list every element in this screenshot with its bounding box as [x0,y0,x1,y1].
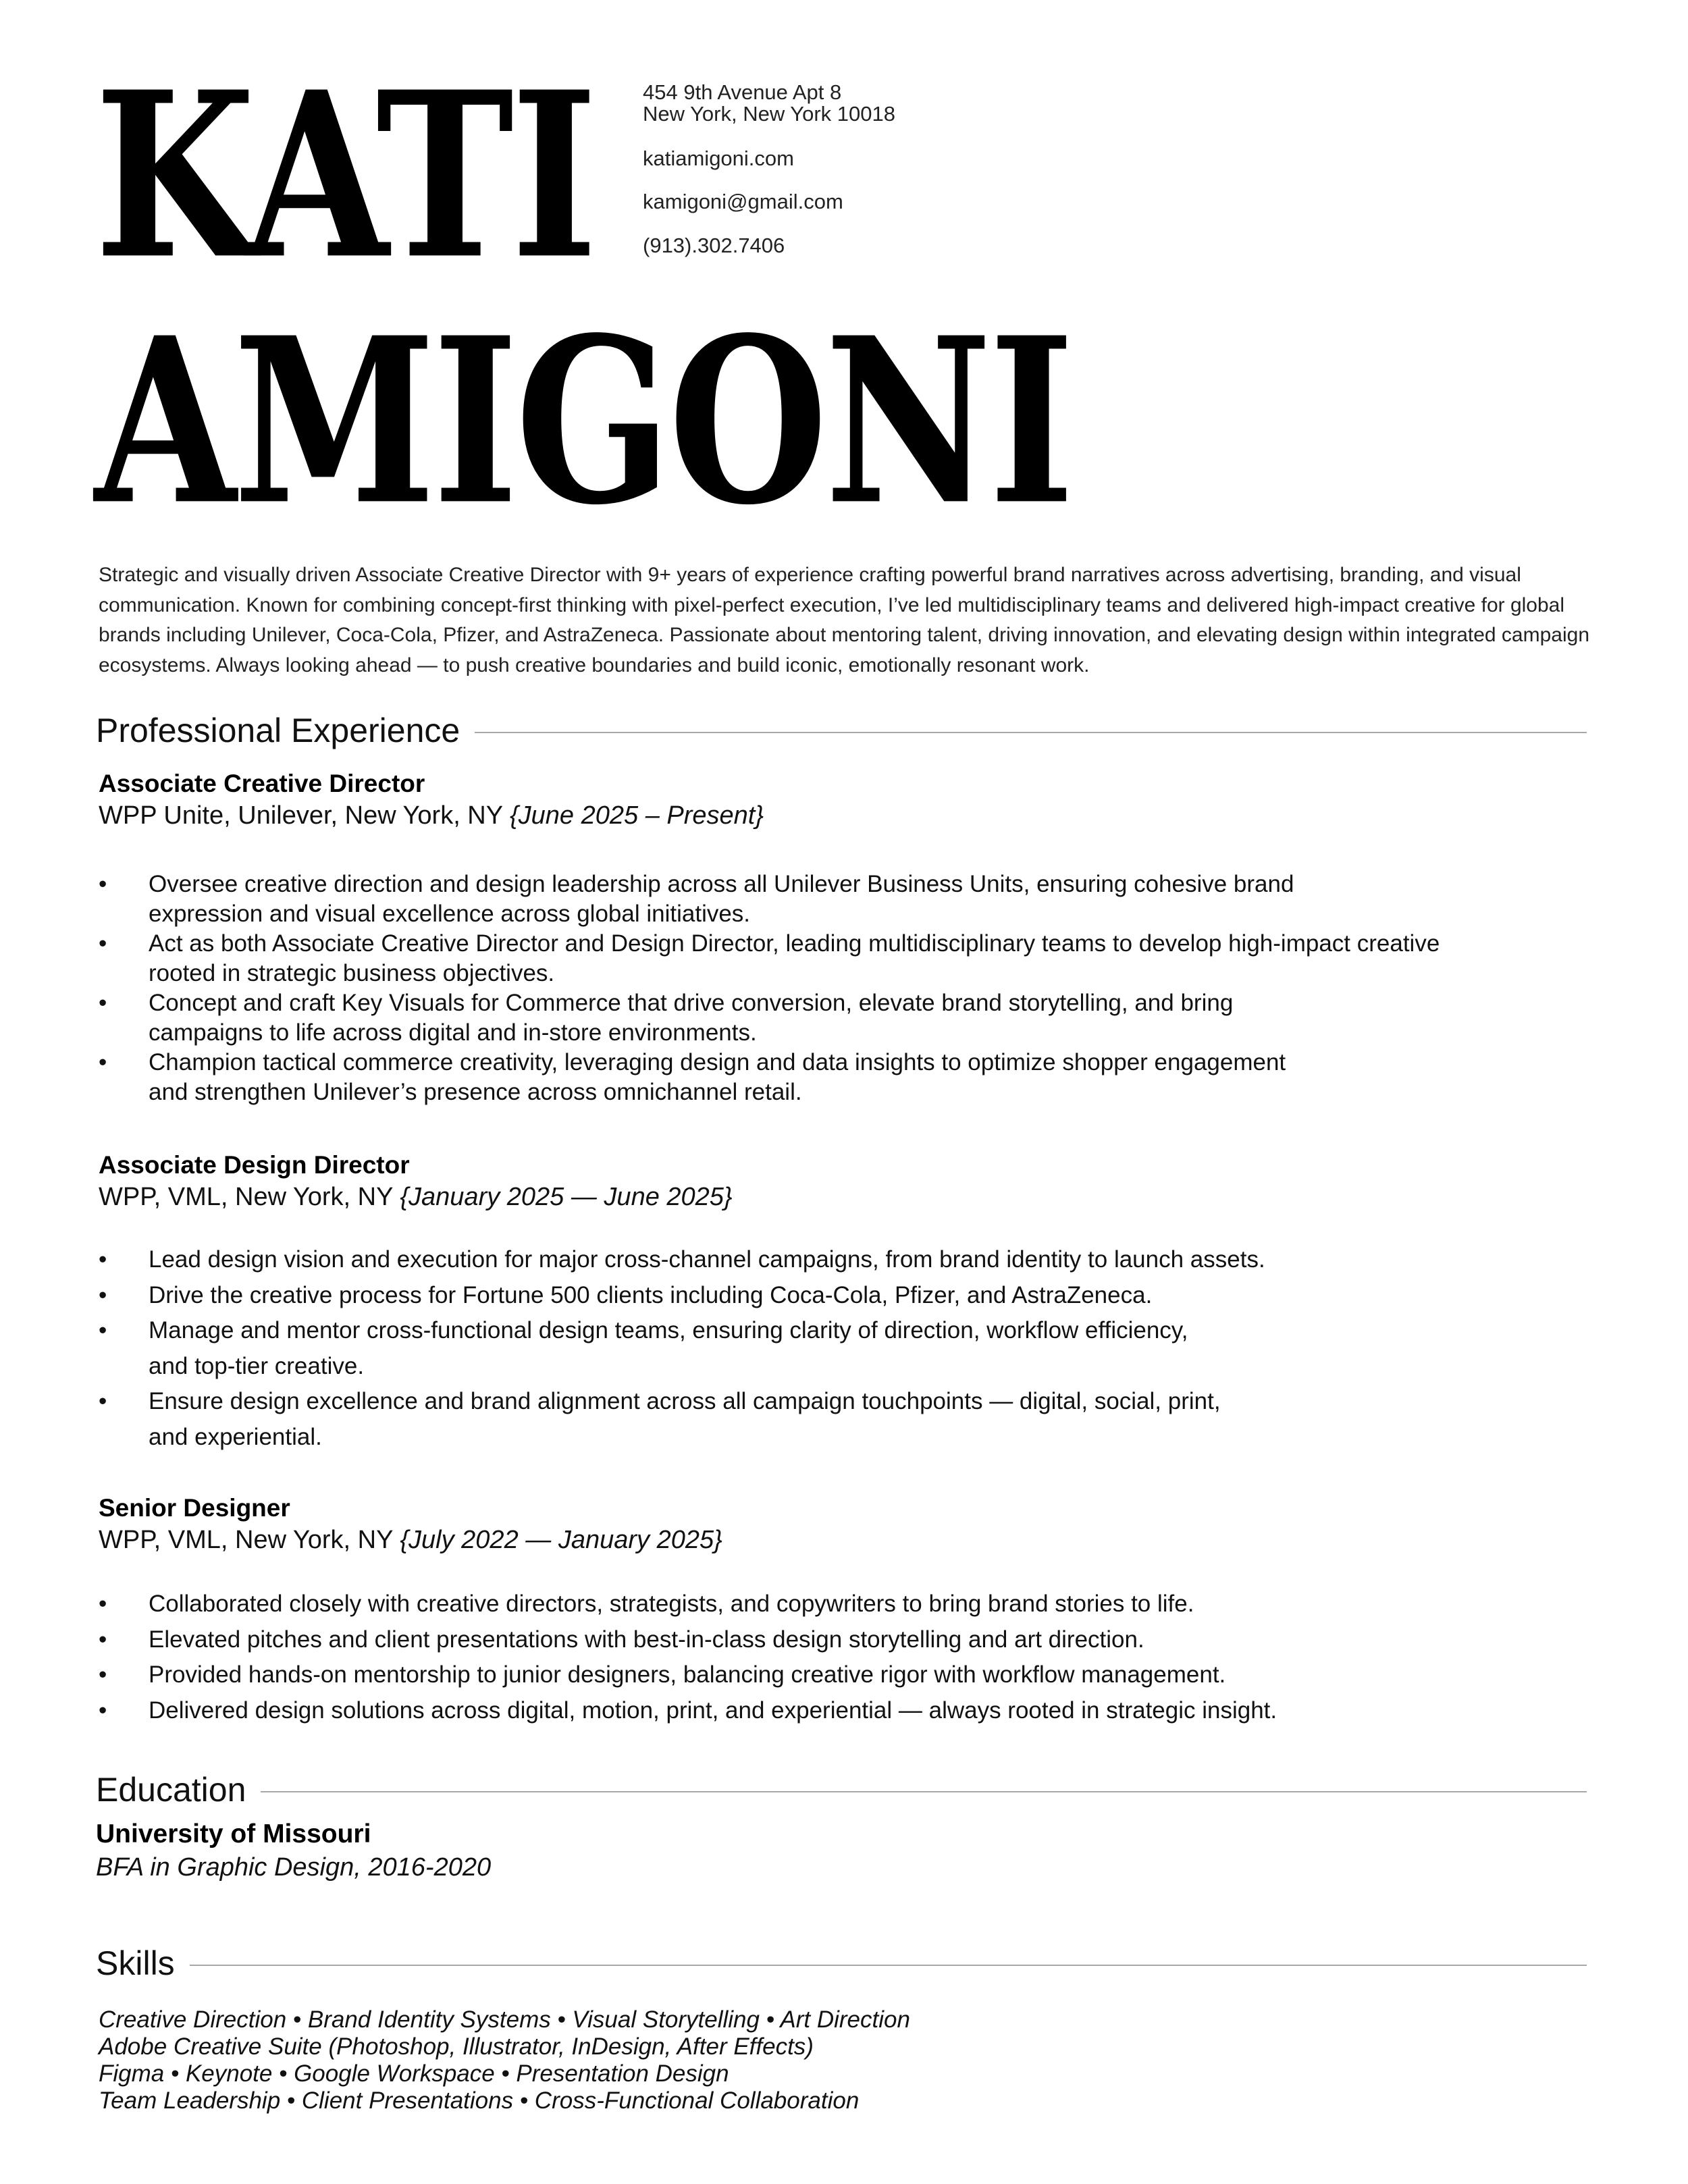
list-item [99,1384,1584,1455]
job-title: Associate Creative Director [99,770,425,797]
bullet-line: and experiential. [149,1423,322,1450]
bullet-line: expression and visual excellence across global initiatives. [149,901,751,927]
bullet-dot: • [99,1661,107,1688]
bullet-line: Champion tactical commerce creativity, leveraging design and data insights to optimize shopper engagement [149,1049,1286,1075]
bullet-dot: • [99,990,107,1016]
section-title: Professional Experience [96,712,460,749]
section-rule [475,732,1587,733]
education-degree: BFA in Graphic Design, 2016-2020 [96,1853,492,1882]
skills-line: Figma • Keynote • Google Workspace • Presentation Design [99,2060,729,2087]
bullet-dot: • [99,871,107,897]
bullet-line: Concept and craft Key Visuals for Commerce that drive conversion, elevate brand storytelling, and bring [149,990,1234,1016]
bullet-dot: • [99,1591,107,1617]
bullet-line: Collaborated closely with creative directors, strategists, and copywriters to bring brand stories to life. [149,1591,1194,1617]
list-item [99,1622,1584,1658]
bullet-dot: • [99,1281,107,1308]
job-dates: {June 2025 – Present} [509,801,764,830]
bullet-dot: • [99,1388,107,1414]
section-skills [96,1943,1587,1983]
section-title: Education [96,1771,246,1809]
job-company: WPP, VML, New York, NY [99,1183,400,1211]
bullet-line: Lead design vision and execution for major cross-channel campaigns, from brand identity to launch assets. [149,1246,1265,1273]
bullet-line: Provided hands-on mentorship to junior designers, balancing creative rigor with workflow management. [149,1661,1226,1688]
bullet-dot: • [99,1246,107,1273]
bullet-line: Elevated pitches and client presentations with best-in-class design storytelling and art direction. [149,1626,1144,1653]
section-experience [96,710,1587,751]
bullet-line: Ensure design excellence and brand alignment across all campaign touchpoints — digital, social, print, [149,1388,1221,1414]
list-item [99,1693,1584,1729]
contact-address-line1: 454 9th Avenue Apt 8 [643,80,842,104]
bullet-dot: • [99,1317,107,1343]
list-item [99,988,1584,1048]
name-last: AMIGONI [95,288,1072,556]
list-item [99,1657,1584,1693]
bullet-dot: • [99,1626,107,1653]
list-item [99,1242,1584,1278]
bullet-line: and strengthen Unilever’s presence across omnichannel retail. [149,1079,802,1105]
bullet-line: Manage and mentor cross-functional design teams, ensuring clarity of direction, workflow efficiency, [149,1317,1188,1343]
list-item [99,1278,1584,1314]
section-title: Skills [96,1944,175,1982]
bullet-line: Delivered design solutions across digital, motion, print, and experiential — always rooted in strategic insight. [149,1697,1277,1724]
list-item [99,1313,1584,1384]
job-company: WPP, VML, New York, NY [99,1526,400,1554]
bullet-dot: • [99,930,107,957]
bullet-line: rooted in strategic business objectives. [149,960,555,986]
bullet-dot: • [99,1697,107,1724]
section-education [96,1769,1587,1810]
section-rule [261,1791,1587,1792]
bullet-dot: • [99,1049,107,1075]
job-title: Associate Design Director [99,1151,410,1179]
contact-email[interactable]: kamigoni@gmail.com [643,190,843,213]
bullet-line: Oversee creative direction and design leadership across all Unilever Business Units, ensuring cohesive brand [149,871,1294,897]
name-first: KATI [95,42,596,310]
job-title: Senior Designer [99,1494,290,1522]
summary: Strategic and visually driven Associate Creative Director with 9+ years of experience crafting powerful brand narratives across advertising, branding, and visual communication. Known for combining concept-first thinking with pixel-perfect execution, I’ve led multidisciplinary teams and delivered high-impact creative for global brands including Unilever, Coca-Cola, Pfizer, and AstraZeneca. Passionate about mentoring talent, driving innovation, and elevating design within integrated campaign ecosystems. Always looking ahead — to push creative boundaries and build iconic, emotionally resonant work. [99,564,1590,676]
contact-address-line2: New York, New York 10018 [643,102,895,126]
bullet-line: Drive the creative process for Fortune 500 clients including Coca-Cola, Pfizer, and AstraZeneca. [149,1281,1153,1308]
job-bullets [99,870,1584,1107]
bullet-line: Act as both Associate Creative Director and Design Director, leading multidisciplinary teams to develop high-impact creative [149,930,1440,957]
list-item [99,1048,1584,1107]
job-bullets [99,1242,1584,1455]
skills-line: Team Leadership • Client Presentations • Cross-Functional Collaboration [99,2087,860,2114]
skills-line: Adobe Creative Suite (Photoshop, Illustrator, InDesign, After Effects) [99,2033,814,2060]
job-bullets [99,1587,1584,1728]
education-school: University of Missouri [96,1819,371,1848]
bullet-line: and top-tier creative. [149,1352,365,1379]
list-item [99,1587,1584,1622]
list-item [99,929,1584,988]
job-company-dates [99,1183,733,1212]
bullet-line: campaigns to life across digital and in-store environments. [149,1019,757,1046]
job-company-dates [99,801,764,830]
job-dates: {July 2022 — January 2025} [400,1526,722,1554]
job-company-dates [99,1526,722,1555]
job-company: WPP Unite, Unilever, New York, NY [99,801,510,830]
contact-website[interactable]: katiamigoni.com [643,147,794,170]
section-rule [190,1965,1587,1966]
contact-phone: (913).302.7406 [643,234,785,257]
list-item [99,870,1584,929]
job-dates: {January 2025 — June 2025} [400,1183,733,1211]
skills-line: Creative Direction • Brand Identity Systems • Visual Storytelling • Art Direction [99,2006,910,2033]
